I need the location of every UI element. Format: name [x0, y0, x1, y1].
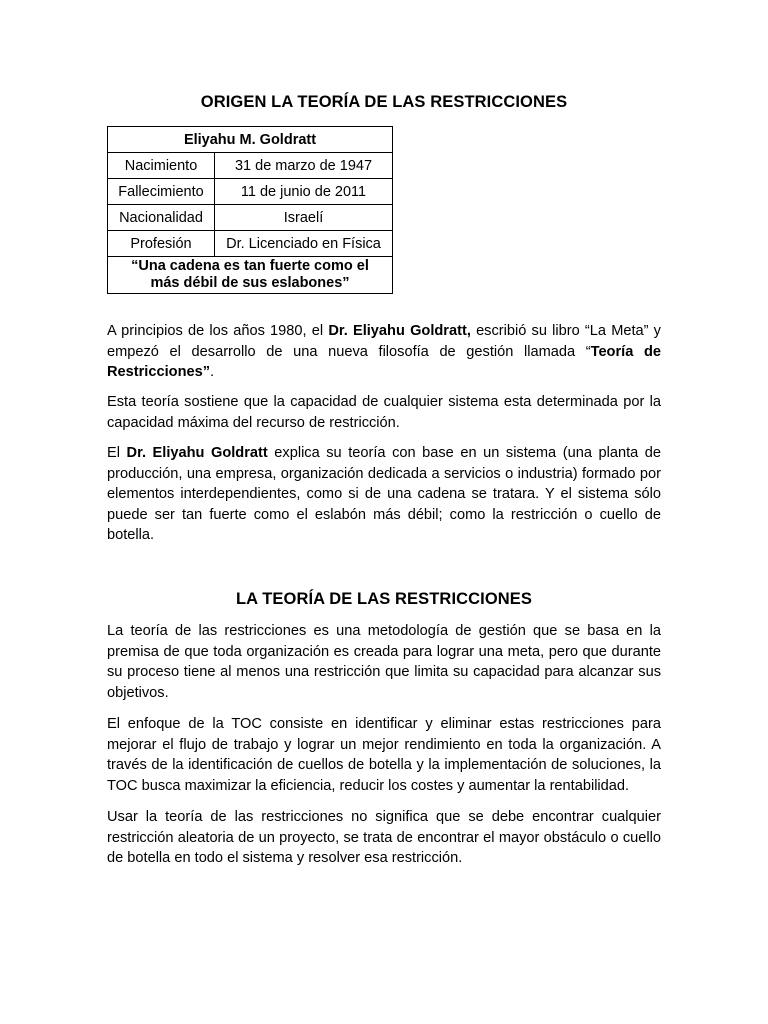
paragraph-text: A principios de los años 1980, el [107, 323, 329, 339]
table-cell-label: Profesión [108, 231, 215, 257]
paragraph-text: escribió su libro “La Meta” y empezó el desarrollo de una nueva filosofía de gestión llamada “ [107, 323, 661, 360]
bold-author-name: Dr. Eliyahu Goldratt, [328, 323, 471, 339]
paragraph-system [107, 443, 661, 546]
paragraph-intro [107, 321, 661, 383]
table-header-row [108, 127, 393, 153]
table-cell-value: Dr. Licenciado en Física [215, 231, 393, 257]
table-row [108, 153, 393, 179]
paragraph-toc-approach: El enfoque de la TOC consiste en identificar y eliminar estas restricciones para mejorar el flujo de trabajo y lograr un mejor rendimiento en toda la organización. A través de la identificación de cuellos de botella y la implementación de soluciones, la TOC busca maximizar la eficiencia, reducir los costes y aumentar la rentabilidad. [107, 716, 661, 794]
paragraph-text: El [107, 445, 127, 461]
goldratt-quote: “Una cadena es tan fuerte como el más débil de sus eslabones” [108, 257, 393, 294]
table-row [108, 205, 393, 231]
table-row [108, 179, 393, 205]
table-cell-value: Israelí [215, 205, 393, 231]
table-cell-label: Fallecimiento [108, 179, 215, 205]
table-cell-value: 31 de marzo de 1947 [215, 153, 393, 179]
section-title-origen: ORIGEN LA TEORÍA DE LAS RESTRICCIONES [200, 93, 568, 111]
bold-author-name: Dr. Eliyahu Goldratt [126, 445, 268, 461]
biography-table [107, 126, 393, 294]
table-cell-label: Nacionalidad [108, 205, 215, 231]
bold-theory-name: Teoría de Restricciones” [107, 343, 661, 380]
table-cell-label: Nacimiento [108, 153, 215, 179]
paragraph-toc-usage: Usar la teoría de las restricciones no significa que se debe encontrar cualquier restricción aleatoria de un proyecto, se trata de encontrar el mayor obstáculo o cuello de botella en todo el sistema y resolver esa restricción. [107, 809, 661, 866]
table-cell-value: 11 de junio de 2011 [215, 179, 393, 205]
table-quote-row [108, 257, 393, 294]
paragraph-definition: La teoría de las restricciones es una metodología de gestión que se basa en la premisa de que toda organización es creada para lograr una meta, pero que durante su proceso tiene al menos una restricción que limita su capacidad para alcanzar sus objetivos. [107, 623, 661, 701]
table-row [108, 231, 393, 257]
paragraph-text: explica su teoría con base en un sistema (una planta de producción, una empresa, organización dedicada a servicios o industria) formado por elementos interdependientes, como si de una cadena se tratara. Y el sistema sólo puede ser tan fuerte como el eslabón más débil; como la restricción o cuello de botella. [107, 445, 662, 543]
section-title-teoria: LA TEORÍA DE LAS RESTRICCIONES [235, 590, 533, 608]
paragraph-capacity: Esta teoría sostiene que la capacidad de cualquier sistema esta determinada por la capacidad máxima del recurso de restricción. [107, 394, 661, 431]
table-header-name: Eliyahu M. Goldratt [108, 127, 393, 153]
paragraph-text: . [210, 364, 215, 380]
